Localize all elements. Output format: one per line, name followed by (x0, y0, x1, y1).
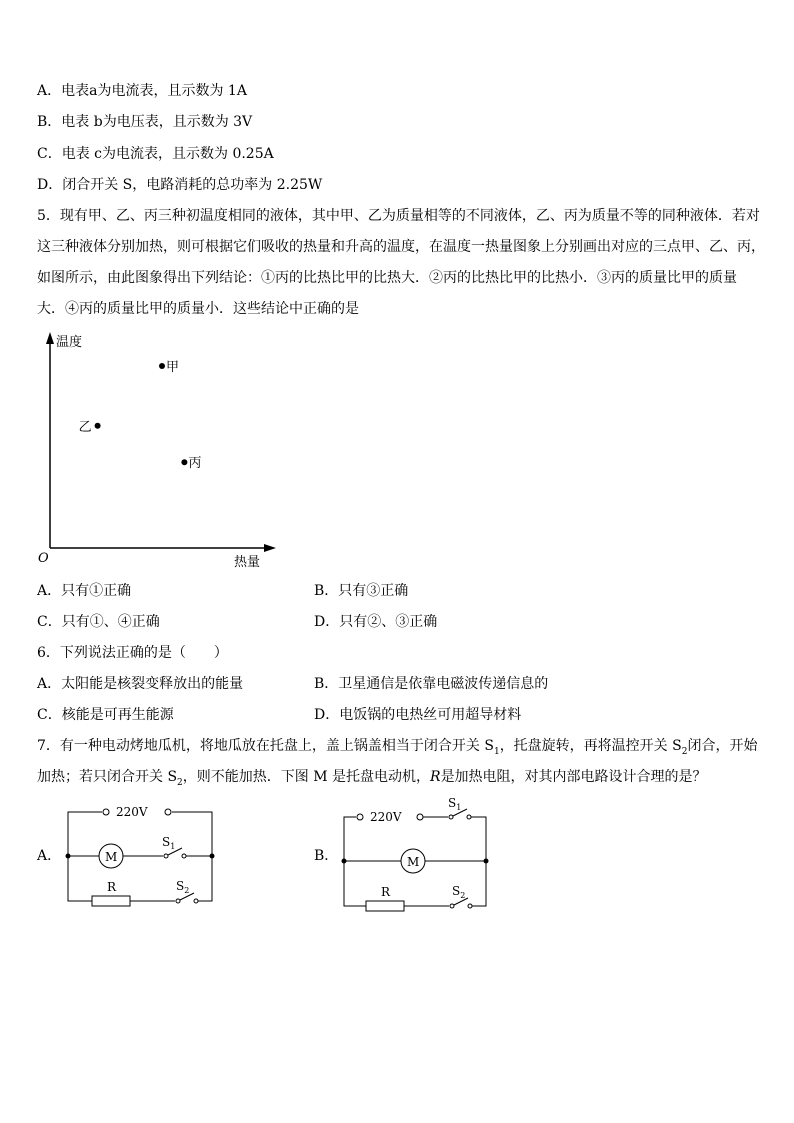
q5-option-b: B．只有③正确 (314, 583, 409, 599)
q6-option-c: C．核能是可再生能源 (37, 707, 174, 723)
q5-option-d: D．只有②、③正确 (314, 614, 438, 630)
q6-option-d: D．电饭锅的电热丝可用超导材料 (314, 707, 522, 723)
y-axis-arrow (46, 332, 54, 344)
motor-label: M (105, 850, 118, 864)
q5-option-a: A．只有①正确 (37, 583, 132, 599)
point-jia (159, 363, 165, 369)
q7-stem-line-1: 7．有一种电动烤地瓜机，将地瓜放在托盘上，盖上锅盖相当于闭合开关 $S_1$，托盘旋转，再将温控开关 $S_2$闭合，开始 (37, 738, 758, 757)
voltage-label-b: 220V (370, 810, 402, 824)
resistor-label: R (107, 880, 117, 894)
y-axis-label: 温度 (56, 335, 83, 350)
q6-option-b: B．卫星通信是依靠电磁波传递信息的 (314, 676, 549, 692)
q7-circuit-b (336, 795, 501, 915)
q5-stem-line-1: 5．现有甲、乙、丙三种初温度相同的液体，其中甲、乙为质量相等的不同液体，乙、丙为质量不等的同种液体．若对 (37, 208, 760, 224)
resistor-symbol (92, 896, 130, 906)
q4-option-b: B．电表 b为电压表，且示数为 3V (37, 114, 253, 130)
q7-circuit-a (60, 800, 225, 915)
s2-label-b: $S_2$ (452, 884, 466, 900)
q4-option-c: C．电表 c为电流表，且示数为 0.25A (37, 146, 274, 162)
q5-stem-line-2: 这三种液体分别加热，则可根据它们吸收的热量和升高的温度，在温度一热量图象上分别画出对应的三点甲、乙、丙， (37, 239, 765, 255)
point-bing-label: 丙 (188, 456, 202, 472)
q5-option-c: C．只有①、④正确 (37, 614, 160, 630)
s1-label: $S_1$ (162, 835, 176, 851)
q4-option-a: A．电表a为电流表，且示数为 1A (37, 83, 247, 99)
resistor-symbol-b (366, 901, 404, 911)
origin-label: O (38, 551, 49, 566)
q7-stem-line-2: 加热；若只闭合开关 $S_2$，则不能加热．下图 M 是托盘电动机，R是加热电阻，对其内部电路设计合理的是？ (37, 769, 707, 788)
point-yi (95, 423, 101, 429)
q5-graph (30, 328, 280, 573)
q6-option-a: A．太阳能是核裂变释放出的能量 (37, 676, 244, 692)
point-jia-label: 甲 (166, 360, 180, 375)
q5-stem-line-3: 如图所示，由此图象得出下列结论：①丙的比热比甲的比热大．②丙的比热比甲的比热小．③丙的质量比甲的质量 (37, 270, 737, 286)
q7-option-a-label: A． (37, 848, 62, 864)
x-axis-arrow (264, 544, 276, 552)
voltage-label: 220V (116, 805, 148, 819)
point-bing (181, 459, 187, 465)
resistor-label-b: R (381, 885, 391, 899)
q5-stem-line-4: 大．④丙的质量比甲的质量小．这些结论中正确的是 (37, 301, 359, 317)
x-axis-label: 热量 (234, 555, 261, 570)
s1-label-b: $S_1$ (448, 796, 462, 812)
motor-label-b: M (407, 855, 420, 869)
s2-label: $S_2$ (176, 879, 190, 895)
q4-option-d: D．闭合开关 S，电路消耗的总功率为 2.25W (37, 177, 323, 193)
q7-option-b-label: B． (314, 848, 339, 864)
point-yi-label: 乙 (78, 419, 92, 435)
q6-stem: 6．下列说法正确的是（ ） (37, 645, 228, 661)
